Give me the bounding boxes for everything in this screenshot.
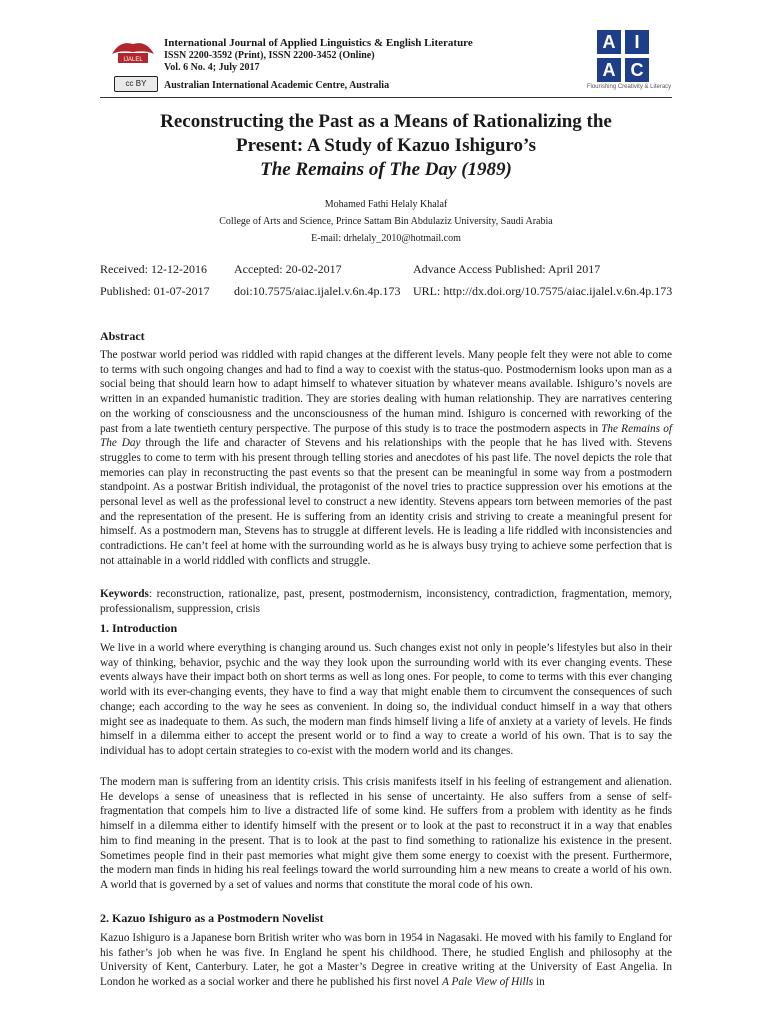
published-date: Published: 01-07-2017 xyxy=(100,284,210,298)
introduction-heading: 1. Introduction xyxy=(100,621,178,635)
journal-issn: ISSN 2200-3592 (Print), ISSN 2200-3452 (Online) xyxy=(164,50,375,61)
abstract-text xyxy=(100,348,672,569)
advance-access-date: Advance Access Published: April 2017 xyxy=(413,262,601,276)
introduction-paragraph-1: We live in a world where everything is changing around us. Such changes exist not only in people’s lifestyles but also in their way of thinking, behavior, psychic and the way they look upon the surrounding world with its ever changing events. These events always have their impact both on short terms as well as long ones. For people, to come to terms with this ever changing world with its ever-changing events, they have to find a way that might enable them to circumvent the consequences of such change; each according to the way he sees as convenient. In doing so, the individual conduct himself in a way that others might see as inadequate to them. As such, the modern man finds himself living a life of anxiety at a variety of levels. He finds himself in a dilemma either to accept the present world or to find a way to create a world of his own. That is to say the individual has to adopt certain strategies to co-exist with the modern world and its changes. xyxy=(100,642,672,757)
header-divider xyxy=(100,97,672,98)
section-2-paragraph-1 xyxy=(100,931,672,990)
journal-volume: Vol. 6 No. 4; July 2017 xyxy=(164,62,260,73)
svg-text:IJALEL: IJALEL xyxy=(123,57,143,63)
aiac-logo-icon xyxy=(597,30,649,82)
title-line-2: Present: A Study of Kazuo Ishiguro’s xyxy=(236,135,536,156)
keywords-label: Keywords xyxy=(100,588,149,600)
aiac-letter: C xyxy=(625,58,649,82)
title-line-1: Reconstructing the Past as a Means of Rationalizing the xyxy=(160,111,612,132)
aiac-tagline: Flourishing Creativity & Literacy xyxy=(586,84,672,90)
doi[interactable]: doi:10.7575/aiac.ijalel.v.6n.4p.173 xyxy=(234,284,401,298)
received-date: Received: 12-12-2016 xyxy=(100,262,207,276)
keywords-list: : reconstruction, rationalize, past, present, postmodernism, inconsistency, contradiction, fragmentation, memory, professionalism, suppression, crisis xyxy=(100,588,672,615)
abstract-heading: Abstract xyxy=(100,329,145,343)
journal-name: International Journal of Applied Linguistics & English Literature xyxy=(164,37,473,49)
aiac-letter: I xyxy=(625,30,649,54)
accepted-date: Accepted: 20-02-2017 xyxy=(234,262,342,276)
author-block xyxy=(100,196,672,247)
keywords xyxy=(100,587,672,616)
publisher-centre: Australian International Academic Centre, Australia xyxy=(164,80,390,91)
title-line-3: The Remains of The Day (1989) xyxy=(260,159,512,180)
author-email: E-mail: drhelaly_2010@hotmail.com xyxy=(311,233,461,244)
abstract-text-part: The postwar world period was riddled with rapid changes at the different levels. Many people felt they were not able to come to terms with such ongoing changes and had to find a way to coexist with the status-quo. Postmodernism looks upon man as a social being that should learn how to adapt himself to whatever situation by whatever means available. Ishiguro’s novels are written in an expanded humanistic tradition. They are stories dealing with human relationship. They are narratives centering on the working of consciousness and the unconsciousness of the human mind. Ishiguro is concerned with reworking of the past from a late twentieth century perspective. The purpose of this study is to trace the postmodern aspects in xyxy=(100,349,672,435)
section-2-text-part: in xyxy=(533,976,545,989)
author-affiliation: College of Arts and Science, Prince Sattam Bin Abdulaziz University, Saudi Arabia xyxy=(219,216,553,227)
article-url[interactable]: URL: http://dx.doi.org/10.7575/aiac.ijalel.v.6n.4p.173 xyxy=(413,284,673,298)
section-2-text-part: Kazuo Ishiguro is a Japanese born British writer who was born in 1954 in Nagasaki. He moved with his family to England for his father’s job when he was five. In England he spent his childhood. There, he studied English and philosophy at the University of Kent, Canterbury. Later, he got a Master’s Degree in creative writing at the University of East Angelia. In London he worked as a social worker and there he published his first novel xyxy=(100,932,672,989)
journal-header xyxy=(100,30,672,98)
abstract-text-part: through the life and character of Stevens and his relationships with the people that he has lived with. Stevens struggles to come to term with his present through telling stories and anecdotes of his past life. The novel depicts the role that memories can play in reconstructing the past events so that the present can be meaningful in some way from a postmodern standpoint. As a postwar British individual, the protagonist of the novel tries to practice suppression over his emotions at the personal level as well as the professional level to construct a new identity. Stevens appears torn between memories of the past and the representation of the present. He is suffering from an identity crisis and striving to create a meaningful present for himself. As a postmodern man, Stevens has to struggle at different levels. He is leading a life riddled with inconsistencies and contradictions. He can’t feel at home with the surrounding world as he is always busy trying to achieve some perfection that is not attainable in a world riddled with conflicts and struggle. xyxy=(100,437,672,567)
abstract-novel-title: The Remains of The Day xyxy=(100,422,672,450)
novel-title-pale-view: A Pale View of Hills xyxy=(441,976,534,989)
section-2-heading: 2. Kazuo Ishiguro as a Postmodern Novelist xyxy=(100,911,324,925)
paper-title xyxy=(100,110,672,182)
aiac-letter: A xyxy=(597,30,621,54)
aiac-letter: A xyxy=(597,58,621,82)
author-name: Mohamed Fathi Helaly Khalaf xyxy=(324,199,448,210)
creative-commons-badge: cc BY xyxy=(114,76,158,92)
introduction-paragraph-2: The modern man is suffering from an identity crisis. This crisis manifests itself in his feeling of estrangement and alienation. He develops a sense of uneasiness that is reflected in his sense of uncertainty. He also suffers from a sense of self-fragmentation that compels him to live a distracted life of some kind. He suffers from a problem with identity as he finds himself in a dilemma either to identify himself with the present or to look at the past to reconstruct it in a way that enables him to find meaning in the present. That is to look at the past to find something to rationalize his existence in the present. Sometimes people find in their past memories what might give them some energy to coexist with the present. Furthermore, the modern man finds in hiding his real feelings toward the world surrounding him a new means to create a world of his own. A world that is governed by a set of values and norms that constitute the moral code of his own. xyxy=(100,776,672,891)
journal-logo-icon xyxy=(110,38,156,68)
